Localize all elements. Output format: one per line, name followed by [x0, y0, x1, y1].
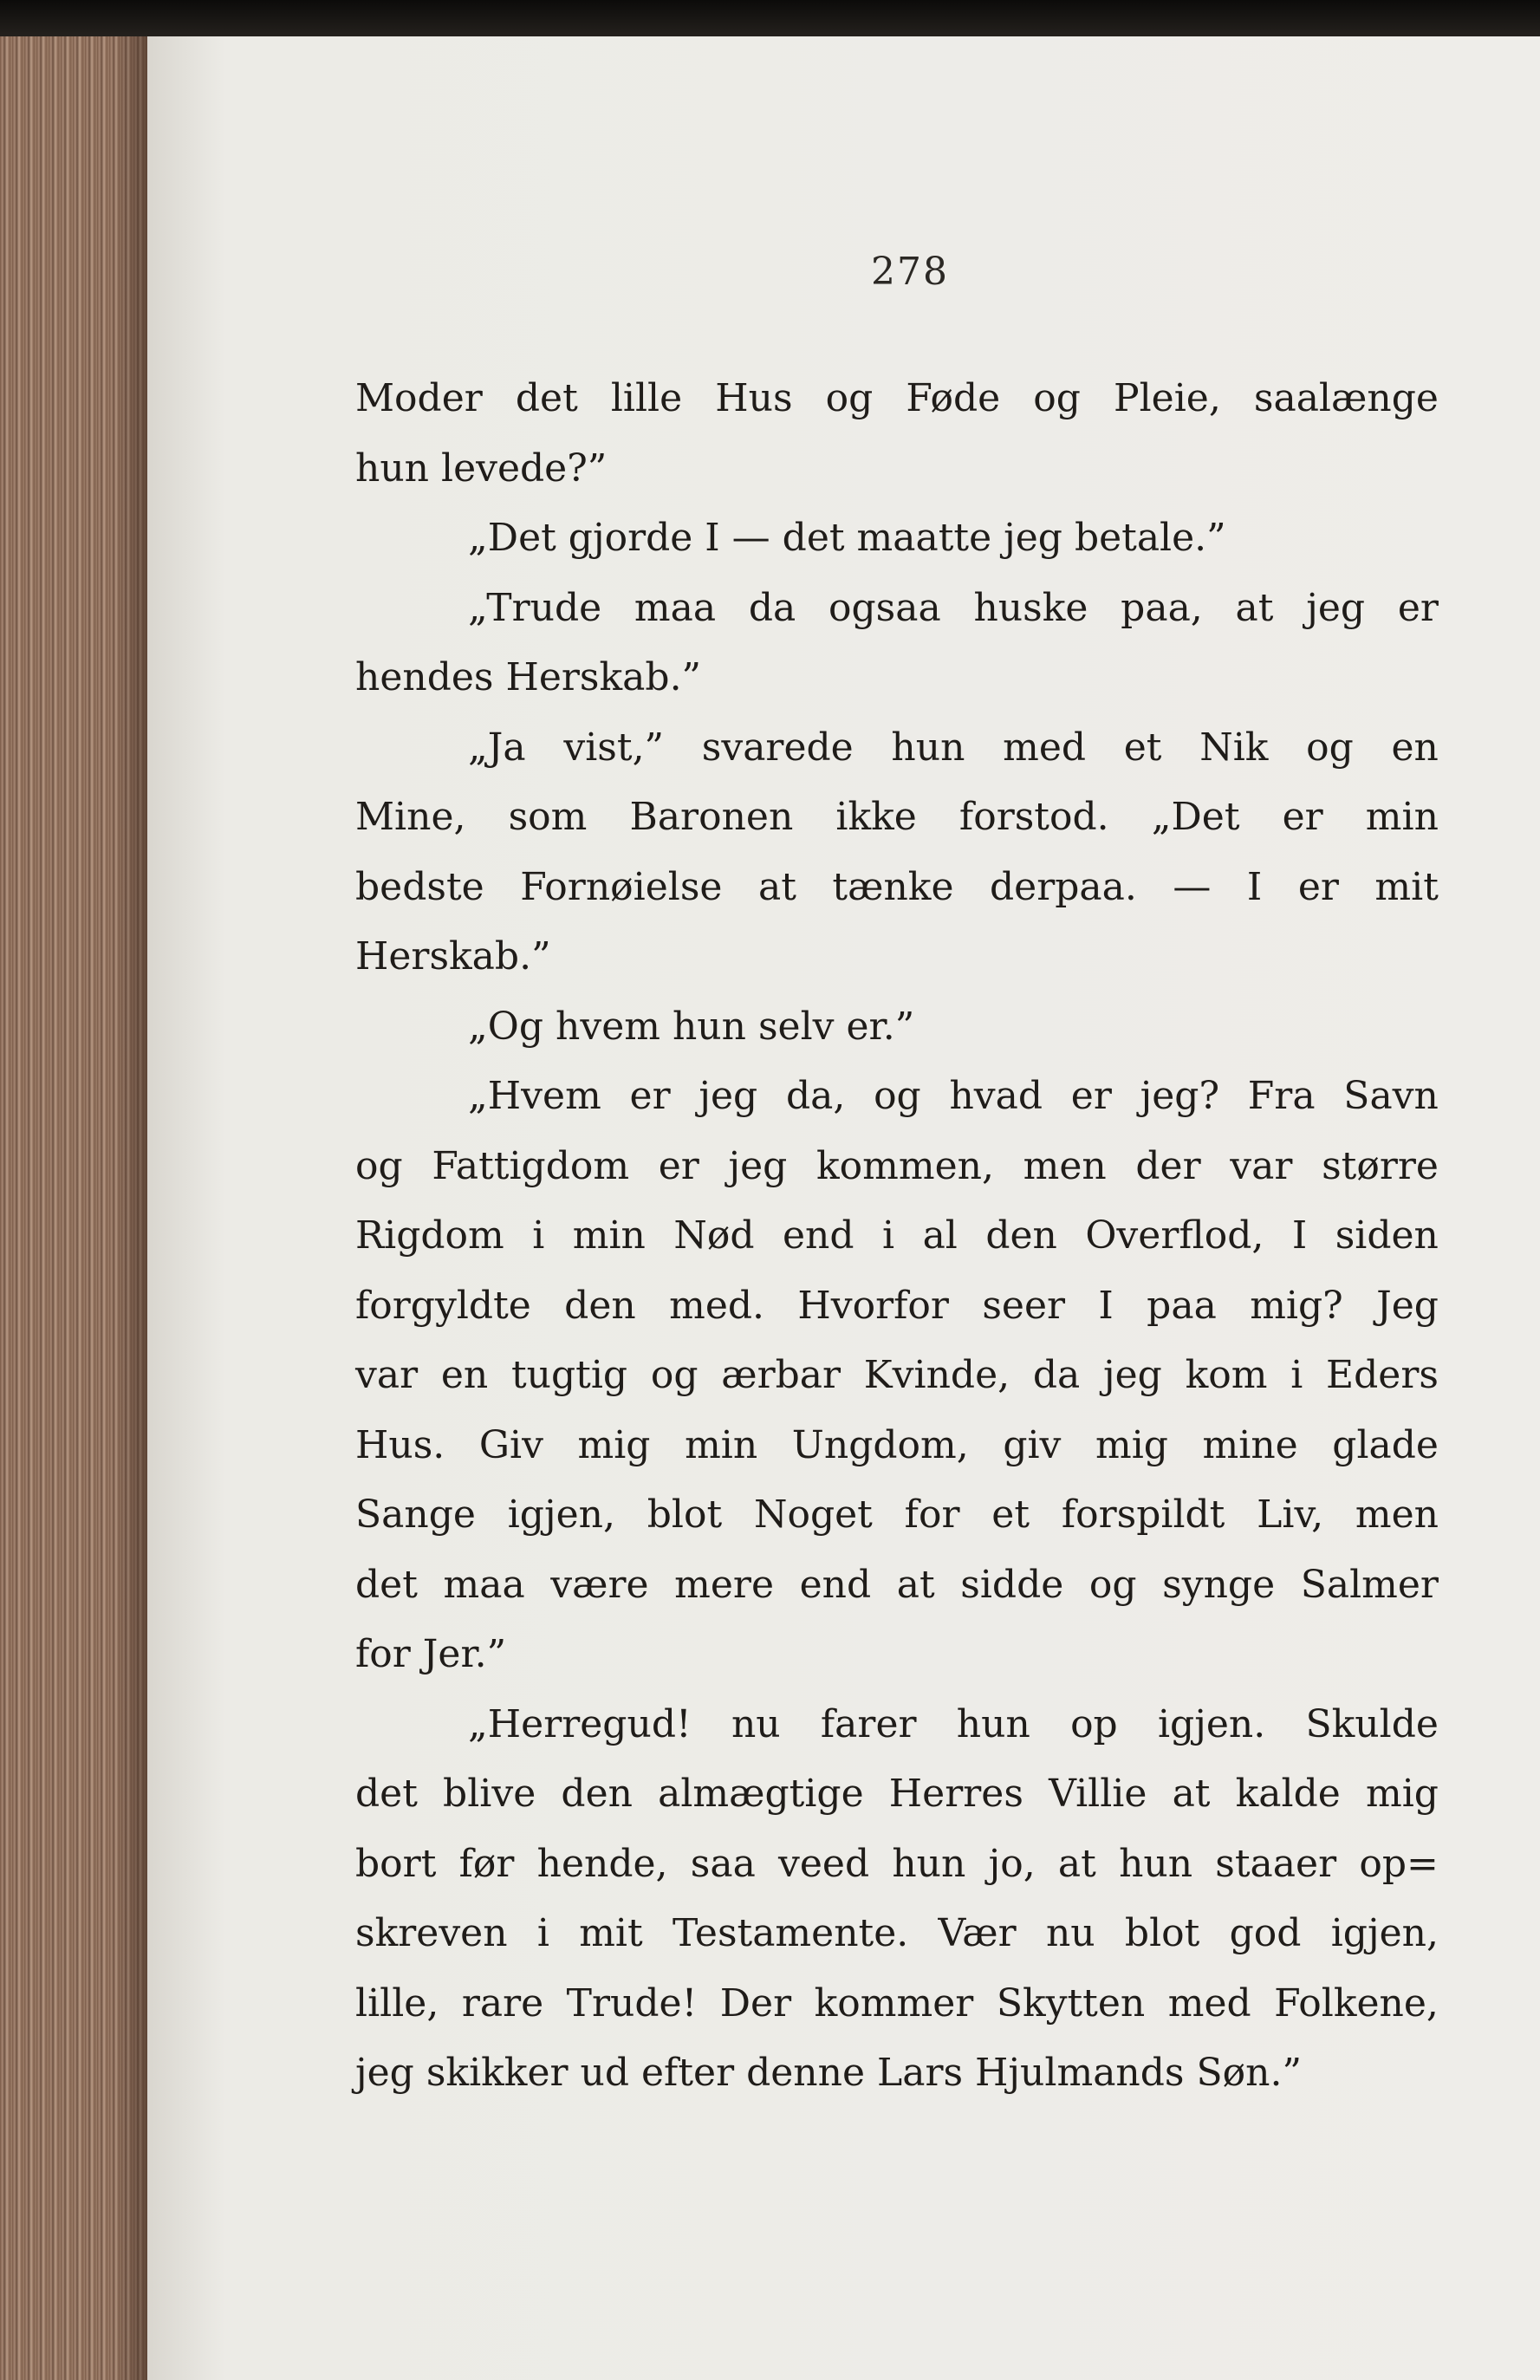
text-line: lille, rare Trude! Der kommer Skytten med Folkene, — [355, 1980, 1439, 2026]
text-line: hendes Herskab.” — [355, 655, 702, 699]
text-line: det maa være mere end at sidde og synge Salmer — [355, 1562, 1439, 1607]
text-line: „Hvem er jeg da, og hvad er jeg? Fra Savn — [468, 1074, 1439, 1118]
text-line: skreven i mit Testamente. Vær nu blot god igjen, — [355, 1911, 1439, 1955]
text-line: bort før hende, saa veed hun jo, at hun staaer op= — [355, 1841, 1439, 1886]
text-line: bedste Fornøielse at tænke derpaa. — I er mit — [355, 864, 1439, 909]
text-line: Sange igjen, blot Noget for et forspildt Liv, men — [355, 1492, 1439, 1537]
scanner-top-edge — [0, 0, 1540, 36]
text-line: Mine, som Baronen ikke forstod. „Det er min — [355, 795, 1439, 839]
text-line: Rigdom i min Nød end i al den Overflod, I siden — [355, 1213, 1439, 1258]
text-line: „Det gjorde I — det maatte jeg betale.” — [468, 516, 1226, 560]
text-line: „Og hvem hun selv er.” — [468, 1004, 915, 1049]
text-line: forgyldte den med. Hvorfor seer I paa mig? Jeg — [355, 1283, 1439, 1328]
text-line: var en tugtig og ærbar Kvinde, da jeg kom i Eders — [355, 1353, 1439, 1397]
text-line: hun levede?” — [355, 445, 608, 491]
text-line: Hus. Giv mig min Ungdom, giv mig mine glade — [355, 1422, 1439, 1467]
page-number: 278 — [871, 250, 949, 294]
text-line: „Trude maa da ogsaa huske paa, at jeg er — [468, 585, 1439, 630]
text-line: „Ja vist,” svarede hun med et Nik og en — [468, 725, 1439, 770]
text-line: „Herregud! nu farer hun op igjen. Skulde — [468, 1701, 1439, 1746]
text-line: det blive den almægtige Herres Villie at kalde mig — [355, 1772, 1439, 1816]
text-line: og Fattigdom er jeg kommen, men der var større — [355, 1143, 1439, 1188]
book-page-edges — [0, 36, 147, 2380]
text-line: Herskab.” — [355, 934, 551, 979]
text-line: jeg skikker ud efter denne Lars Hjulmands Søn.” — [355, 2051, 1302, 2095]
text-line: for Jer.” — [355, 1632, 507, 1676]
text-line: Moder det lille Hus og Føde og Pleie, saalænge — [355, 376, 1439, 420]
body-text — [355, 364, 1439, 2109]
